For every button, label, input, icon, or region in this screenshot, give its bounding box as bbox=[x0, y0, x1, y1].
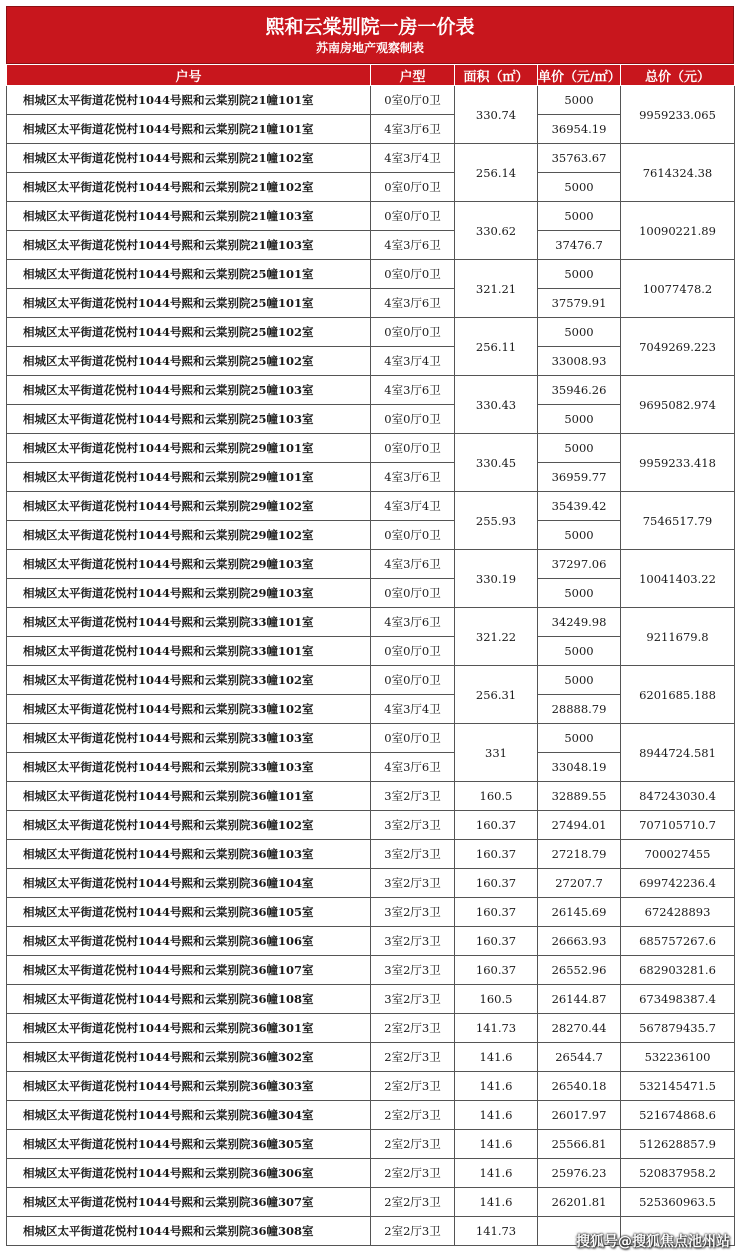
table-row bbox=[7, 144, 735, 173]
layout-cell: 0室0厅0卫 bbox=[371, 260, 455, 289]
table-row bbox=[7, 376, 735, 405]
price-cell: 27207.7 bbox=[538, 869, 621, 898]
unit-cell: 相城区太平街道花悦村1044号熙和云棠别院21幢103室 bbox=[7, 231, 371, 260]
layout-cell: 4室3厅6卫 bbox=[371, 115, 455, 144]
layout-cell: 4室3厅6卫 bbox=[371, 550, 455, 579]
layout-cell: 4室3厅4卫 bbox=[371, 347, 455, 376]
layout-cell: 0室0厅0卫 bbox=[371, 202, 455, 231]
area-cell: 321.22 bbox=[455, 608, 538, 666]
total-cell: 521674868.6 bbox=[621, 1101, 735, 1130]
layout-cell: 3室2厅3卫 bbox=[371, 782, 455, 811]
total-cell: 7546517.79 bbox=[621, 492, 735, 550]
table-row bbox=[7, 1014, 735, 1043]
table-body bbox=[7, 86, 735, 1246]
total-cell: 685757267.6 bbox=[621, 927, 735, 956]
header-layout: 户型 bbox=[371, 65, 455, 86]
layout-cell: 3室2厅3卫 bbox=[371, 985, 455, 1014]
layout-cell: 0室0厅0卫 bbox=[371, 637, 455, 666]
table-row bbox=[7, 1188, 735, 1217]
table-row bbox=[7, 724, 735, 753]
area-cell: 141.73 bbox=[455, 1217, 538, 1246]
total-cell: 847243030.4 bbox=[621, 782, 735, 811]
price-cell: 5000 bbox=[538, 405, 621, 434]
price-cell: 5000 bbox=[538, 579, 621, 608]
area-cell: 141.6 bbox=[455, 1072, 538, 1101]
unit-cell: 相城区太平街道花悦村1044号熙和云棠别院29幢103室 bbox=[7, 579, 371, 608]
area-cell: 321.21 bbox=[455, 260, 538, 318]
unit-cell: 相城区太平街道花悦村1044号熙和云棠别院36幢305室 bbox=[7, 1130, 371, 1159]
layout-cell: 0室0厅0卫 bbox=[371, 666, 455, 695]
price-cell: 35439.42 bbox=[538, 492, 621, 521]
layout-cell: 0室0厅0卫 bbox=[371, 579, 455, 608]
table-row bbox=[7, 1072, 735, 1101]
price-cell: 5000 bbox=[538, 521, 621, 550]
price-cell: 27494.01 bbox=[538, 811, 621, 840]
unit-cell: 相城区太平街道花悦村1044号熙和云棠别院21幢102室 bbox=[7, 144, 371, 173]
layout-cell: 2室2厅3卫 bbox=[371, 1101, 455, 1130]
price-cell: 28270.44 bbox=[538, 1014, 621, 1043]
total-cell: 6201685.188 bbox=[621, 666, 735, 724]
page-subtitle: 苏南房地产观察制表 bbox=[315, 41, 424, 55]
price-cell: 5000 bbox=[538, 202, 621, 231]
table-row bbox=[7, 1043, 735, 1072]
title-banner bbox=[6, 6, 734, 64]
total-cell: 567879435.7 bbox=[621, 1014, 735, 1043]
table-row bbox=[7, 492, 735, 521]
area-cell: 330.62 bbox=[455, 202, 538, 260]
layout-cell: 4室3厅6卫 bbox=[371, 231, 455, 260]
total-cell: 532236100 bbox=[621, 1043, 735, 1072]
price-cell: 5000 bbox=[538, 86, 621, 115]
unit-cell: 相城区太平街道花悦村1044号熙和云棠别院36幢105室 bbox=[7, 898, 371, 927]
layout-cell: 2室2厅3卫 bbox=[371, 1130, 455, 1159]
total-cell: 512628857.9 bbox=[621, 1130, 735, 1159]
table-row bbox=[7, 898, 735, 927]
layout-cell: 0室0厅0卫 bbox=[371, 521, 455, 550]
layout-cell: 0室0厅0卫 bbox=[371, 724, 455, 753]
price-cell: 26552.96 bbox=[538, 956, 621, 985]
table-row bbox=[7, 956, 735, 985]
unit-cell: 相城区太平街道花悦村1044号熙和云棠别院25幢103室 bbox=[7, 405, 371, 434]
header-area: 面积（㎡） bbox=[455, 65, 538, 86]
layout-cell: 2室2厅3卫 bbox=[371, 1014, 455, 1043]
price-table bbox=[6, 64, 735, 1246]
area-cell: 141.6 bbox=[455, 1159, 538, 1188]
unit-cell: 相城区太平街道花悦村1044号熙和云棠别院21幢102室 bbox=[7, 173, 371, 202]
table-header-row bbox=[7, 65, 735, 86]
unit-cell: 相城区太平街道花悦村1044号熙和云棠别院36幢306室 bbox=[7, 1159, 371, 1188]
price-cell: 5000 bbox=[538, 173, 621, 202]
area-cell: 331 bbox=[455, 724, 538, 782]
total-cell: 8944724.581 bbox=[621, 724, 735, 782]
area-cell: 160.5 bbox=[455, 782, 538, 811]
price-cell: 5000 bbox=[538, 260, 621, 289]
layout-cell: 3室2厅3卫 bbox=[371, 811, 455, 840]
layout-cell: 4室3厅6卫 bbox=[371, 376, 455, 405]
price-table-container bbox=[6, 6, 734, 1246]
unit-cell: 相城区太平街道花悦村1044号熙和云棠别院36幢103室 bbox=[7, 840, 371, 869]
price-cell: 26144.87 bbox=[538, 985, 621, 1014]
unit-cell: 相城区太平街道花悦村1044号熙和云棠别院33幢101室 bbox=[7, 608, 371, 637]
area-cell: 160.37 bbox=[455, 811, 538, 840]
table-row bbox=[7, 434, 735, 463]
price-cell: 37297.06 bbox=[538, 550, 621, 579]
price-cell: 34249.98 bbox=[538, 608, 621, 637]
area-cell: 160.37 bbox=[455, 898, 538, 927]
total-cell: 9959233.065 bbox=[621, 86, 735, 144]
unit-cell: 相城区太平街道花悦村1044号熙和云棠别院36幢304室 bbox=[7, 1101, 371, 1130]
price-cell: 5000 bbox=[538, 318, 621, 347]
layout-cell: 2室2厅3卫 bbox=[371, 1159, 455, 1188]
unit-cell: 相城区太平街道花悦村1044号熙和云棠别院21幢101室 bbox=[7, 115, 371, 144]
price-cell: 25976.23 bbox=[538, 1159, 621, 1188]
price-cell: 26663.93 bbox=[538, 927, 621, 956]
header-total: 总价（元） bbox=[621, 65, 735, 86]
layout-cell: 3室2厅3卫 bbox=[371, 869, 455, 898]
header-unit: 户号 bbox=[7, 65, 371, 86]
price-cell: 26201.81 bbox=[538, 1188, 621, 1217]
table-row bbox=[7, 666, 735, 695]
unit-cell: 相城区太平街道花悦村1044号熙和云棠别院36幢307室 bbox=[7, 1188, 371, 1217]
area-cell: 256.31 bbox=[455, 666, 538, 724]
table-row bbox=[7, 927, 735, 956]
page-title: 熙和云棠别院一房一价表 bbox=[265, 16, 475, 38]
total-cell: 9959233.418 bbox=[621, 434, 735, 492]
layout-cell: 2室2厅3卫 bbox=[371, 1072, 455, 1101]
table-row bbox=[7, 985, 735, 1014]
price-cell: 33008.93 bbox=[538, 347, 621, 376]
table-row bbox=[7, 202, 735, 231]
area-cell: 330.45 bbox=[455, 434, 538, 492]
layout-cell: 4室3厅6卫 bbox=[371, 289, 455, 318]
area-cell: 160.37 bbox=[455, 927, 538, 956]
layout-cell: 2室2厅3卫 bbox=[371, 1217, 455, 1246]
price-cell: 37476.7 bbox=[538, 231, 621, 260]
table-row bbox=[7, 811, 735, 840]
price-cell: 27218.79 bbox=[538, 840, 621, 869]
area-cell: 256.14 bbox=[455, 144, 538, 202]
area-cell: 255.93 bbox=[455, 492, 538, 550]
layout-cell: 4室3厅4卫 bbox=[371, 144, 455, 173]
unit-cell: 相城区太平街道花悦村1044号熙和云棠别院29幢101室 bbox=[7, 434, 371, 463]
unit-cell: 相城区太平街道花悦村1044号熙和云棠别院36幢106室 bbox=[7, 927, 371, 956]
unit-cell: 相城区太平街道花悦村1044号熙和云棠别院36幢308室 bbox=[7, 1217, 371, 1246]
area-cell: 330.19 bbox=[455, 550, 538, 608]
unit-cell: 相城区太平街道花悦村1044号熙和云棠别院36幢102室 bbox=[7, 811, 371, 840]
area-cell: 141.6 bbox=[455, 1101, 538, 1130]
price-cell: 5000 bbox=[538, 724, 621, 753]
unit-cell: 相城区太平街道花悦村1044号熙和云棠别院36幢303室 bbox=[7, 1072, 371, 1101]
area-cell: 160.37 bbox=[455, 840, 538, 869]
unit-cell: 相城区太平街道花悦村1044号熙和云棠别院36幢104室 bbox=[7, 869, 371, 898]
table-row bbox=[7, 318, 735, 347]
header-price: 单价（元/㎡） bbox=[538, 65, 621, 86]
unit-cell: 相城区太平街道花悦村1044号熙和云棠别院36幢302室 bbox=[7, 1043, 371, 1072]
layout-cell: 3室2厅3卫 bbox=[371, 840, 455, 869]
layout-cell: 0室0厅0卫 bbox=[371, 318, 455, 347]
table-row bbox=[7, 260, 735, 289]
unit-cell: 相城区太平街道花悦村1044号熙和云棠别院21幢103室 bbox=[7, 202, 371, 231]
unit-cell: 相城区太平街道花悦村1044号熙和云棠别院33幢101室 bbox=[7, 637, 371, 666]
price-cell: 35946.26 bbox=[538, 376, 621, 405]
area-cell: 256.11 bbox=[455, 318, 538, 376]
price-cell: 25566.81 bbox=[538, 1130, 621, 1159]
unit-cell: 相城区太平街道花悦村1044号熙和云棠别院21幢101室 bbox=[7, 86, 371, 115]
table-row bbox=[7, 869, 735, 898]
total-cell: 707105710.7 bbox=[621, 811, 735, 840]
price-cell: 5000 bbox=[538, 637, 621, 666]
total-cell: 700027455 bbox=[621, 840, 735, 869]
layout-cell: 3室2厅3卫 bbox=[371, 898, 455, 927]
layout-cell: 0室0厅0卫 bbox=[371, 434, 455, 463]
table-row bbox=[7, 1159, 735, 1188]
unit-cell: 相城区太平街道花悦村1044号熙和云棠别院29幢102室 bbox=[7, 521, 371, 550]
layout-cell: 4室3厅6卫 bbox=[371, 608, 455, 637]
price-cell: 36954.19 bbox=[538, 115, 621, 144]
unit-cell: 相城区太平街道花悦村1044号熙和云棠别院33幢102室 bbox=[7, 695, 371, 724]
table-row bbox=[7, 840, 735, 869]
price-cell: 5000 bbox=[538, 434, 621, 463]
table-row bbox=[7, 550, 735, 579]
price-cell: 33048.19 bbox=[538, 753, 621, 782]
unit-cell: 相城区太平街道花悦村1044号熙和云棠别院29幢103室 bbox=[7, 550, 371, 579]
total-cell: 673498387.4 bbox=[621, 985, 735, 1014]
price-cell: 26017.97 bbox=[538, 1101, 621, 1130]
table-row bbox=[7, 1101, 735, 1130]
layout-cell: 0室0厅0卫 bbox=[371, 173, 455, 202]
area-cell: 141.6 bbox=[455, 1043, 538, 1072]
table-row bbox=[7, 608, 735, 637]
unit-cell: 相城区太平街道花悦村1044号熙和云棠别院25幢101室 bbox=[7, 289, 371, 318]
unit-cell: 相城区太平街道花悦村1044号熙和云棠别院36幢108室 bbox=[7, 985, 371, 1014]
area-cell: 160.5 bbox=[455, 985, 538, 1014]
layout-cell: 2室2厅3卫 bbox=[371, 1043, 455, 1072]
layout-cell: 0室0厅0卫 bbox=[371, 405, 455, 434]
total-cell: 682903281.6 bbox=[621, 956, 735, 985]
unit-cell: 相城区太平街道花悦村1044号熙和云棠别院36幢107室 bbox=[7, 956, 371, 985]
unit-cell: 相城区太平街道花悦村1044号熙和云棠别院33幢102室 bbox=[7, 666, 371, 695]
price-cell: 36959.77 bbox=[538, 463, 621, 492]
unit-cell: 相城区太平街道花悦村1044号熙和云棠别院33幢103室 bbox=[7, 753, 371, 782]
layout-cell: 2室2厅3卫 bbox=[371, 1188, 455, 1217]
layout-cell: 4室3厅4卫 bbox=[371, 492, 455, 521]
total-cell: 672428893 bbox=[621, 898, 735, 927]
price-cell: 37579.91 bbox=[538, 289, 621, 318]
price-cell: 32889.55 bbox=[538, 782, 621, 811]
price-cell: 26540.18 bbox=[538, 1072, 621, 1101]
unit-cell: 相城区太平街道花悦村1044号熙和云棠别院36幢301室 bbox=[7, 1014, 371, 1043]
area-cell: 330.43 bbox=[455, 376, 538, 434]
table-row bbox=[7, 86, 735, 115]
unit-cell: 相城区太平街道花悦村1044号熙和云棠别院29幢101室 bbox=[7, 463, 371, 492]
unit-cell: 相城区太平街道花悦村1044号熙和云棠别院36幢101室 bbox=[7, 782, 371, 811]
price-cell: 26145.69 bbox=[538, 898, 621, 927]
total-cell: 10090221.89 bbox=[621, 202, 735, 260]
area-cell: 141.73 bbox=[455, 1014, 538, 1043]
unit-cell: 相城区太平街道花悦村1044号熙和云棠别院33幢103室 bbox=[7, 724, 371, 753]
total-cell: 525360963.5 bbox=[621, 1188, 735, 1217]
layout-cell: 3室2厅3卫 bbox=[371, 956, 455, 985]
layout-cell: 4室3厅6卫 bbox=[371, 463, 455, 492]
area-cell: 141.6 bbox=[455, 1188, 538, 1217]
area-cell: 160.37 bbox=[455, 869, 538, 898]
total-cell: 9695082.974 bbox=[621, 376, 735, 434]
unit-cell: 相城区太平街道花悦村1044号熙和云棠别院25幢103室 bbox=[7, 376, 371, 405]
total-cell: 7049269.223 bbox=[621, 318, 735, 376]
layout-cell: 0室0厅0卫 bbox=[371, 86, 455, 115]
price-cell: 28888.79 bbox=[538, 695, 621, 724]
total-cell: 10041403.22 bbox=[621, 550, 735, 608]
layout-cell: 4室3厅4卫 bbox=[371, 695, 455, 724]
area-cell: 160.37 bbox=[455, 956, 538, 985]
unit-cell: 相城区太平街道花悦村1044号熙和云棠别院25幢101室 bbox=[7, 260, 371, 289]
watermark: 搜狐号@搜狐焦点池州站 bbox=[576, 1234, 730, 1250]
unit-cell: 相城区太平街道花悦村1044号熙和云棠别院29幢102室 bbox=[7, 492, 371, 521]
table-row bbox=[7, 782, 735, 811]
area-cell: 141.6 bbox=[455, 1130, 538, 1159]
total-cell: 699742236.4 bbox=[621, 869, 735, 898]
layout-cell: 4室3厅6卫 bbox=[371, 753, 455, 782]
total-cell: 520837958.2 bbox=[621, 1159, 735, 1188]
total-cell: 9211679.8 bbox=[621, 608, 735, 666]
total-cell: 532145471.5 bbox=[621, 1072, 735, 1101]
unit-cell: 相城区太平街道花悦村1044号熙和云棠别院25幢102室 bbox=[7, 318, 371, 347]
unit-cell: 相城区太平街道花悦村1044号熙和云棠别院25幢102室 bbox=[7, 347, 371, 376]
price-cell: 5000 bbox=[538, 666, 621, 695]
total-cell: 7614324.38 bbox=[621, 144, 735, 202]
price-cell: 35763.67 bbox=[538, 144, 621, 173]
layout-cell: 3室2厅3卫 bbox=[371, 927, 455, 956]
price-cell: 26544.7 bbox=[538, 1043, 621, 1072]
area-cell: 330.74 bbox=[455, 86, 538, 144]
total-cell: 10077478.2 bbox=[621, 260, 735, 318]
table-row bbox=[7, 1130, 735, 1159]
